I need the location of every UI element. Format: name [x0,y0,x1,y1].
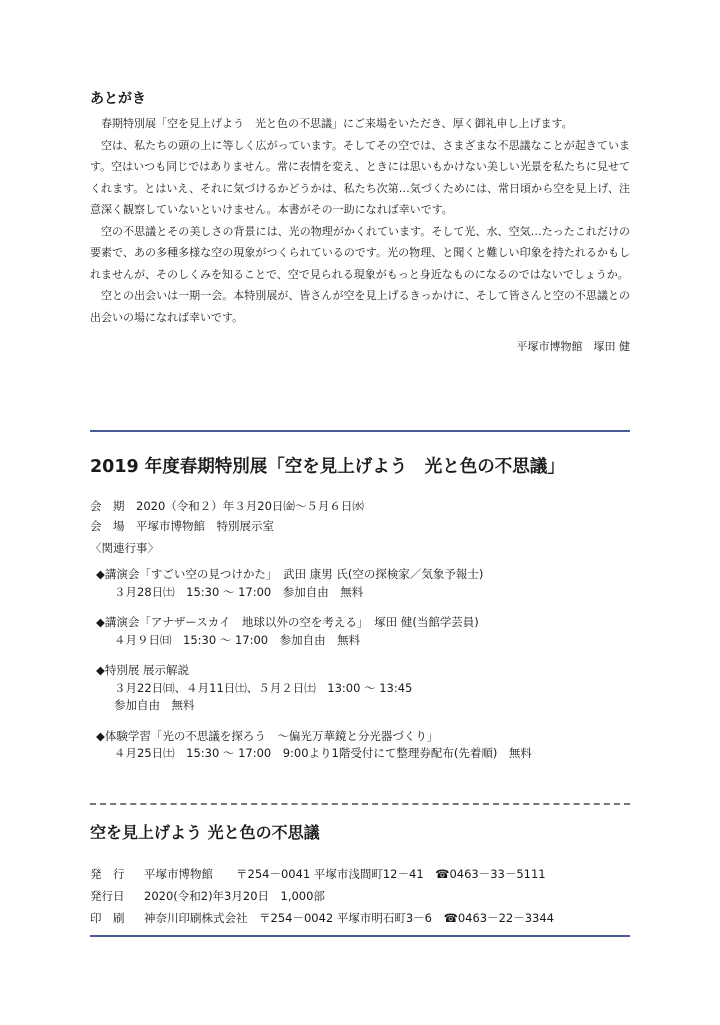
exhibition-period [90,496,650,516]
publisher-label: 発 行 [90,867,125,881]
issue-date-label: 発行日 [90,889,125,903]
exhibition-section [90,453,650,776]
exhibition-venue [90,516,650,536]
issue-date-value: 2020(令和2)年3月20日 1,000部 [144,889,325,903]
printer-row [90,907,635,929]
issue-date-row [90,885,635,907]
venue-value: 平塚市博物館 特別展示室 [136,519,274,533]
afterword-paragraph: 空は、私たちの頭の上に等しく広がっています。そしてその空では、さまざまな不思議なことが起きています。空はいつも同じではありません。常に表情を変え、ときには思いもかけない美しい光景を私たちに見せてくれます。とはいえ、それに気づけるかどうかは、私たち次第…気づくためには、常日頃から空を見上げ、注意深く観察していないといけません。本書がその一助になれば幸いです。 [90,138,630,216]
event-detail: ４月９日㈰ 15:30 ～ 17:00 参加自由 無料 [114,632,361,647]
event-title: ◆体験学習「光の不思議を探ろう ～偏光万華鏡と分光器づくり」 [96,728,439,743]
afterword-paragraph: 空との出会いは一期一会。本特別展が、皆さんが空を見上げるきっかけに、そして皆さんと空の不思議との出会いの場になれば幸いです。 [90,289,630,324]
event-title: ◆講演会「すごい空の見つけかた」 武田 康男 氏(空の探検家／気象予報士) [96,567,484,581]
event-detail: 参加自由 無料 [114,698,195,712]
publisher-value: 平塚市博物館 〒254－0041 平塚市浅間町12－41 ☎0463－33－5111 [144,867,546,881]
publisher-row [90,863,635,885]
event-title: ◆講演会「アナザースカイ 地球以外の空を考える」 塚田 健(当館学芸員) [96,615,479,629]
event-item [96,662,650,715]
publication-info [90,820,635,929]
event-title: ◆特別展 展示解説 [96,663,189,677]
event-item [96,614,650,649]
afterword-section [90,88,630,354]
publication-title: 空を見上げよう 光と色の不思議 [90,823,320,842]
afterword-signature: 平塚市博物館 塚田 健 [516,340,630,353]
related-events-heading: 〈関連行事〉 [90,541,159,555]
printer-value: 神奈川印刷株式会社 〒254－0042 平塚市明石町3－6 ☎0463－22－3344 [144,911,554,925]
afterword-paragraph: 空の不思議とその美しさの背景には、光の物理がかくれています。そして光、水、空気…たったこれだけの要素で、あの多種多様な空の現象がつくられているのです。光の物理、と聞くと難しい印象を持たれるかもしれませんが、そのしくみを知ることで、空で見られる現象がもっと身近なものになるのではないでしょうか。 [90,224,630,281]
event-detail: ３月28日㈯ 15:30 ～ 17:00 参加自由 無料 [114,584,364,599]
event-item [96,566,650,601]
exhibition-title: 2019 年度春期特別展「空を見上げよう 光と色の不思議」 [90,457,565,477]
afterword-paragraph: 春期特別展「空を見上げよう 光と色の不思議」にご来場をいただき、厚く御礼申し上げます。 [101,117,573,130]
event-detail: ３月22日㈰、４月11日㈯、５月２日㈯ 13:00 ～ 13:45 [114,680,413,695]
printer-label: 印 刷 [90,911,125,925]
section-divider [90,430,630,432]
period-value: 2020（令和２）年３月20日㈮～５月６日㈬ [136,499,364,513]
bottom-divider [90,935,630,937]
afterword-heading: あとがき [90,91,146,107]
event-detail: ４月25日㈯ 15:30 ～ 17:00 9:00より1階受付にて整理券配布(先着順) 無料 [114,746,532,760]
dashed-divider [90,803,630,805]
venue-label: 会 場 [90,519,125,533]
event-item [96,728,650,763]
period-label: 会 期 [90,499,125,513]
